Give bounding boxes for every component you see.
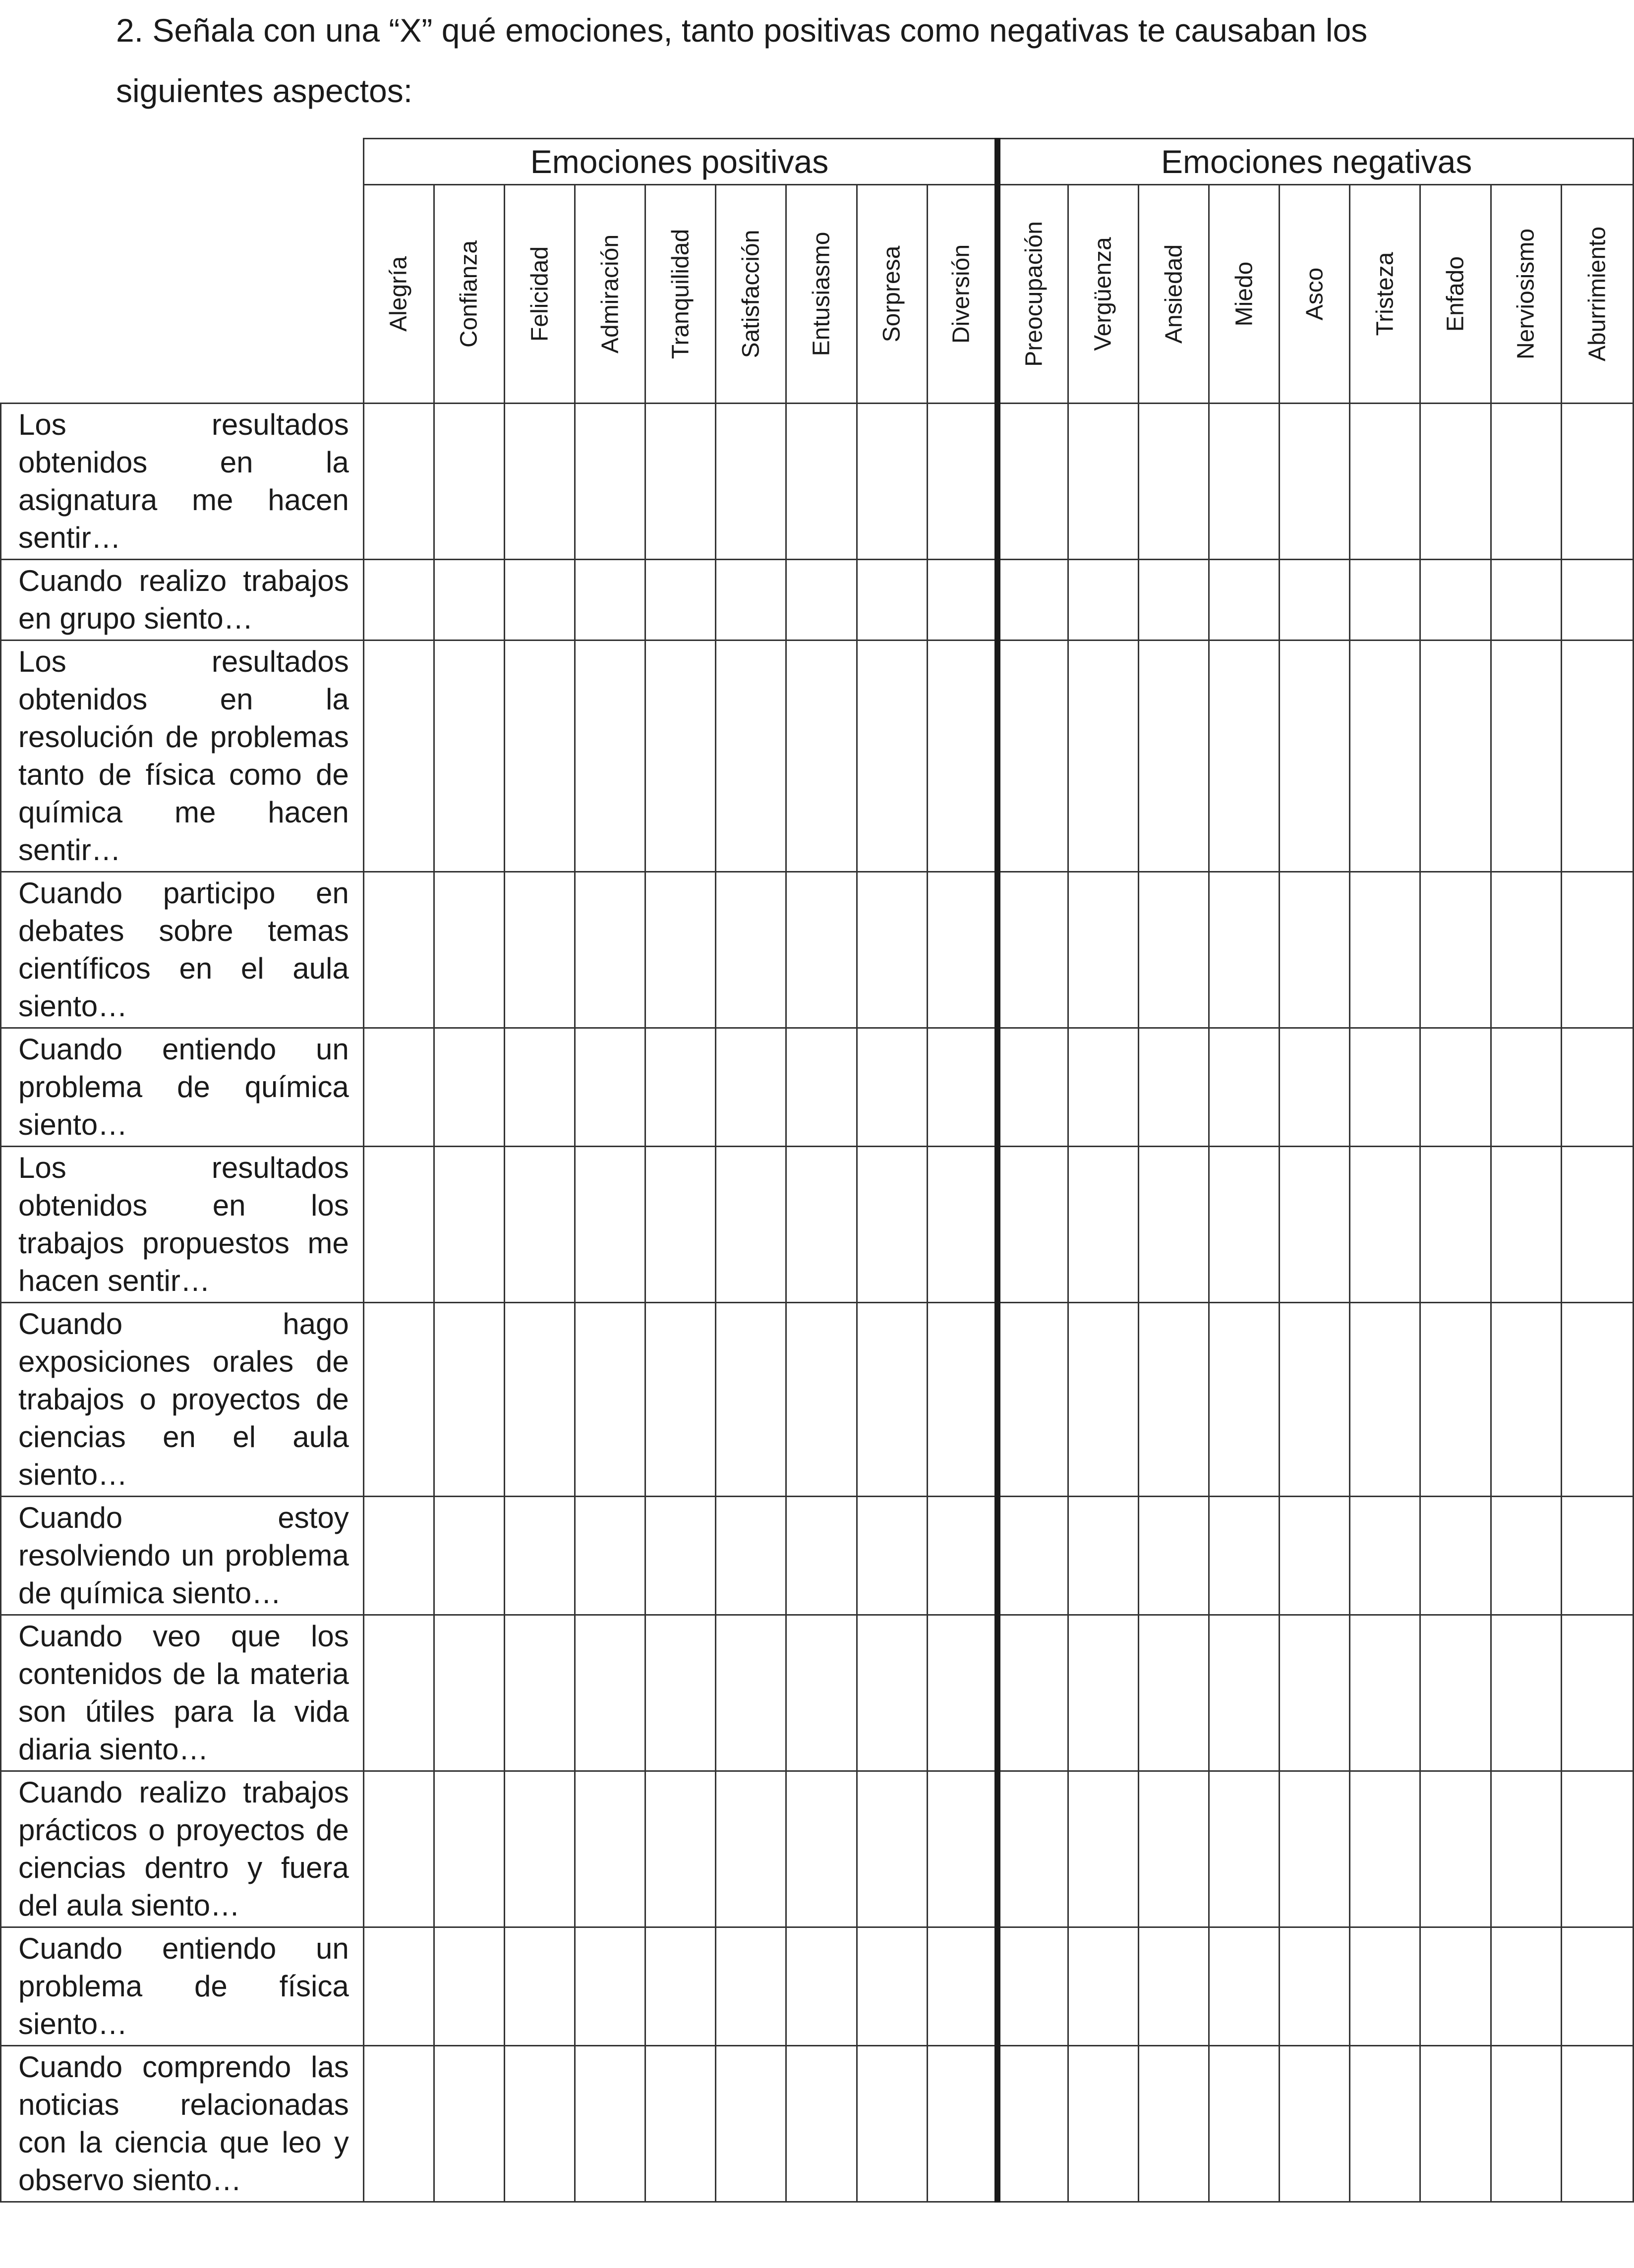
answer-cell[interactable] <box>575 1147 645 1303</box>
answer-cell[interactable] <box>1280 1927 1350 2046</box>
answer-cell[interactable] <box>1420 404 1491 560</box>
answer-cell[interactable] <box>1420 1028 1491 1147</box>
answer-cell[interactable] <box>1561 872 1633 1028</box>
table-row <box>1 1147 1634 1303</box>
instruction-line-1: 2. Señala con una “X” qué emociones, tanto positivas como negativas te causaban los <box>116 12 1368 49</box>
answer-cell[interactable] <box>1561 1303 1633 1497</box>
instruction-line-2: siguientes aspectos: <box>116 72 413 109</box>
answer-cell[interactable] <box>997 1303 1068 1497</box>
row-statement: Cuando entiendo un problema de física siento… <box>1 1927 364 2046</box>
emotion-label: Confianza <box>456 240 482 348</box>
answer-cell[interactable] <box>1280 560 1350 640</box>
answer-cell[interactable] <box>1280 1615 1350 1771</box>
answer-cell[interactable] <box>1068 1497 1138 1615</box>
emotion-header-preocupacion <box>997 185 1068 404</box>
emotion-label: Entusiasmo <box>808 232 835 356</box>
answer-cell[interactable] <box>1280 1303 1350 1497</box>
answer-cell[interactable] <box>1139 1497 1209 1615</box>
answer-cell[interactable] <box>504 2046 575 2202</box>
answer-cell[interactable] <box>857 1927 927 2046</box>
answer-cell[interactable] <box>1491 2046 1561 2202</box>
answer-cell[interactable] <box>927 1615 997 1771</box>
answer-cell[interactable] <box>1491 1771 1561 1927</box>
answer-cell[interactable] <box>857 560 927 640</box>
answer-cell[interactable] <box>1491 640 1561 872</box>
group-header-positive: Emociones positivas <box>363 139 997 185</box>
answer-cell[interactable] <box>1491 872 1561 1028</box>
answer-cell[interactable] <box>1420 640 1491 872</box>
answer-cell[interactable] <box>575 1497 645 1615</box>
emotion-header-tristeza <box>1350 185 1420 404</box>
answer-cell[interactable] <box>645 2046 716 2202</box>
answer-cell[interactable] <box>1491 1927 1561 2046</box>
answer-cell[interactable] <box>434 1615 504 1771</box>
answer-cell[interactable] <box>1350 872 1420 1028</box>
answer-cell[interactable] <box>716 1303 786 1497</box>
answer-cell[interactable] <box>997 1615 1068 1771</box>
table-row <box>1 2046 1634 2202</box>
answer-cell[interactable] <box>927 2046 997 2202</box>
answer-cell[interactable] <box>504 560 575 640</box>
answer-cell[interactable] <box>716 1028 786 1147</box>
answer-cell[interactable] <box>1280 1771 1350 1927</box>
answer-cell[interactable] <box>434 1771 504 1927</box>
answer-cell[interactable] <box>575 640 645 872</box>
answer-cell[interactable] <box>927 1028 997 1147</box>
table-row <box>1 872 1634 1028</box>
row-statement: Cuando realizo trabajos en grupo siento… <box>1 560 364 640</box>
answer-cell[interactable] <box>997 1927 1068 2046</box>
answer-cell[interactable] <box>786 1927 857 2046</box>
emotion-header-nerviosismo <box>1491 185 1561 404</box>
answer-cell[interactable] <box>1139 1028 1209 1147</box>
answer-cell[interactable] <box>434 1927 504 2046</box>
answer-cell[interactable] <box>997 640 1068 872</box>
answer-cell[interactable] <box>1491 560 1561 640</box>
emotion-label: Admiración <box>597 234 624 354</box>
answer-cell[interactable] <box>434 1497 504 1615</box>
row-statement: Cuando comprendo las noticias relacionadas con la ciencia que leo y observo siento… <box>1 2046 364 2202</box>
answer-cell[interactable] <box>575 1771 645 1927</box>
emotion-header-aburrimiento <box>1561 185 1633 404</box>
answer-cell[interactable] <box>997 1771 1068 1927</box>
answer-cell[interactable] <box>575 2046 645 2202</box>
answer-cell[interactable] <box>1209 1303 1280 1497</box>
answer-cell[interactable] <box>1420 1927 1491 2046</box>
answer-cell[interactable] <box>1139 1927 1209 2046</box>
answer-cell[interactable] <box>1209 640 1280 872</box>
answer-cell[interactable] <box>1561 1615 1633 1771</box>
table-corner <box>1 139 364 404</box>
answer-cell[interactable] <box>716 404 786 560</box>
answer-cell[interactable] <box>1350 560 1420 640</box>
answer-cell[interactable] <box>1491 1615 1561 1771</box>
answer-cell[interactable] <box>716 1771 786 1927</box>
answer-cell[interactable] <box>363 1497 434 1615</box>
answer-cell[interactable] <box>786 1771 857 1927</box>
emotion-label: Tristeza <box>1372 252 1399 336</box>
answer-cell[interactable] <box>1280 640 1350 872</box>
answer-cell[interactable] <box>363 404 434 560</box>
emotion-label: Preocupación <box>1021 221 1048 367</box>
answer-cell[interactable] <box>1280 872 1350 1028</box>
answer-cell[interactable] <box>434 1028 504 1147</box>
answer-cell[interactable] <box>857 1615 927 1771</box>
answer-cell[interactable] <box>575 872 645 1028</box>
answer-cell[interactable] <box>1139 640 1209 872</box>
answer-cell[interactable] <box>1209 560 1280 640</box>
answer-cell[interactable] <box>1139 1771 1209 1927</box>
answer-cell[interactable] <box>857 872 927 1028</box>
answer-cell[interactable] <box>1209 1147 1280 1303</box>
emotion-label: Vergüenza <box>1090 237 1116 351</box>
answer-cell[interactable] <box>1068 872 1138 1028</box>
answer-cell[interactable] <box>1420 1147 1491 1303</box>
answer-cell[interactable] <box>1350 1147 1420 1303</box>
table-row <box>1 1028 1634 1147</box>
table-row <box>1 1497 1634 1615</box>
answer-cell[interactable] <box>716 640 786 872</box>
answer-cell[interactable] <box>1420 1615 1491 1771</box>
row-statement: Los resultados obtenidos en la asignatura me hacen sentir… <box>1 404 364 560</box>
answer-cell[interactable] <box>857 1497 927 1615</box>
emotion-header-confianza <box>434 185 504 404</box>
row-statement: Los resultados obtenidos en la resolución de problemas tanto de física como de química me hacen sentir… <box>1 640 364 872</box>
answer-cell[interactable] <box>575 404 645 560</box>
answer-cell[interactable] <box>716 872 786 1028</box>
emotion-header-miedo <box>1209 185 1280 404</box>
answer-cell[interactable] <box>927 1303 997 1497</box>
answer-cell[interactable] <box>575 560 645 640</box>
answer-cell[interactable] <box>1491 1303 1561 1497</box>
answer-cell[interactable] <box>997 1147 1068 1303</box>
answer-cell[interactable] <box>1350 1303 1420 1497</box>
answer-cell[interactable] <box>857 1303 927 1497</box>
answer-cell[interactable] <box>1350 1497 1420 1615</box>
answer-cell[interactable] <box>857 404 927 560</box>
answer-cell[interactable] <box>1068 640 1138 872</box>
answer-cell[interactable] <box>1068 1147 1138 1303</box>
row-statement: Cuando hago exposiciones orales de trabajos o proyectos de ciencias en el aula siento… <box>1 1303 364 1497</box>
emotion-label: Nerviosismo <box>1513 228 1539 360</box>
answer-cell[interactable] <box>1068 1615 1138 1771</box>
answer-cell[interactable] <box>716 560 786 640</box>
answer-cell[interactable] <box>716 1497 786 1615</box>
answer-cell[interactable] <box>1139 872 1209 1028</box>
answer-cell[interactable] <box>645 1303 716 1497</box>
answer-cell[interactable] <box>1561 1497 1633 1615</box>
answer-cell[interactable] <box>786 1497 857 1615</box>
answer-cell[interactable] <box>1420 872 1491 1028</box>
answer-cell[interactable] <box>1350 1927 1420 2046</box>
answer-cell[interactable] <box>997 404 1068 560</box>
table-row <box>1 1771 1634 1927</box>
answer-cell[interactable] <box>1068 560 1138 640</box>
answer-cell[interactable] <box>716 2046 786 2202</box>
answer-cell[interactable] <box>504 1615 575 1771</box>
answer-cell[interactable] <box>363 1147 434 1303</box>
answer-cell[interactable] <box>786 560 857 640</box>
answer-cell[interactable] <box>434 2046 504 2202</box>
emotion-header-alegria <box>363 185 434 404</box>
survey-body <box>1 404 1634 2202</box>
answer-cell[interactable] <box>434 640 504 872</box>
answer-cell[interactable] <box>1561 1028 1633 1147</box>
emotions-survey-table <box>0 138 1634 2203</box>
answer-cell[interactable] <box>927 1497 997 1615</box>
answer-cell[interactable] <box>363 872 434 1028</box>
emotion-header-admiracion <box>575 185 645 404</box>
emotion-label: Alegría <box>385 256 412 332</box>
answer-cell[interactable] <box>645 1771 716 1927</box>
answer-cell[interactable] <box>927 404 997 560</box>
answer-cell[interactable] <box>363 1615 434 1771</box>
answer-cell[interactable] <box>1209 404 1280 560</box>
answer-cell[interactable] <box>1209 2046 1280 2202</box>
emotion-label: Sorpresa <box>878 245 905 343</box>
emotion-header-diversion <box>927 185 997 404</box>
table-row <box>1 560 1634 640</box>
answer-cell[interactable] <box>1068 1927 1138 2046</box>
row-statement: Cuando veo que los contenidos de la materia son útiles para la vida diaria siento… <box>1 1615 364 1771</box>
answer-cell[interactable] <box>1139 404 1209 560</box>
row-statement: Cuando entiendo un problema de química siento… <box>1 1028 364 1147</box>
answer-cell[interactable] <box>645 1497 716 1615</box>
emotion-header-ansiedad <box>1139 185 1209 404</box>
table-row <box>1 1927 1634 2046</box>
answer-cell[interactable] <box>1068 1028 1138 1147</box>
answer-cell[interactable] <box>645 404 716 560</box>
emotion-header-asco <box>1280 185 1350 404</box>
answer-cell[interactable] <box>575 1303 645 1497</box>
emotion-header-sorpresa <box>857 185 927 404</box>
emotion-label: Ansiedad <box>1161 244 1187 344</box>
answer-cell[interactable] <box>1350 640 1420 872</box>
answer-cell[interactable] <box>645 1615 716 1771</box>
answer-cell[interactable] <box>1561 2046 1633 2202</box>
answer-cell[interactable] <box>1139 1303 1209 1497</box>
answer-cell[interactable] <box>504 1147 575 1303</box>
answer-cell[interactable] <box>434 1303 504 1497</box>
answer-cell[interactable] <box>1068 404 1138 560</box>
answer-cell[interactable] <box>716 1927 786 2046</box>
answer-cell[interactable] <box>1280 2046 1350 2202</box>
answer-cell[interactable] <box>504 1771 575 1927</box>
answer-cell[interactable] <box>1350 2046 1420 2202</box>
answer-cell[interactable] <box>645 1927 716 2046</box>
answer-cell[interactable] <box>363 1927 434 2046</box>
answer-cell[interactable] <box>504 1028 575 1147</box>
answer-cell[interactable] <box>1350 404 1420 560</box>
answer-cell[interactable] <box>645 1147 716 1303</box>
emotion-header-entusiasmo <box>786 185 857 404</box>
answer-cell[interactable] <box>1280 404 1350 560</box>
answer-cell[interactable] <box>927 560 997 640</box>
row-statement: Los resultados obtenidos en los trabajos propuestos me hacen sentir… <box>1 1147 364 1303</box>
instruction-text <box>116 0 1603 121</box>
answer-cell[interactable] <box>1139 1147 1209 1303</box>
answer-cell[interactable] <box>575 1927 645 2046</box>
answer-cell[interactable] <box>1280 1147 1350 1303</box>
answer-cell[interactable] <box>363 2046 434 2202</box>
answer-cell[interactable] <box>645 640 716 872</box>
emotion-label: Diversión <box>948 244 975 344</box>
emotion-label: Miedo <box>1231 261 1258 327</box>
answer-cell[interactable] <box>716 1615 786 1771</box>
row-statement: Cuando participo en debates sobre temas científicos en el aula siento… <box>1 872 364 1028</box>
emotion-label: Enfado <box>1442 256 1469 332</box>
answer-cell[interactable] <box>997 1497 1068 1615</box>
answer-cell[interactable] <box>645 560 716 640</box>
answer-cell[interactable] <box>927 872 997 1028</box>
answer-cell[interactable] <box>997 2046 1068 2202</box>
answer-cell[interactable] <box>363 1303 434 1497</box>
answer-cell[interactable] <box>857 640 927 872</box>
answer-cell[interactable] <box>1068 2046 1138 2202</box>
answer-cell[interactable] <box>1491 1147 1561 1303</box>
answer-cell[interactable] <box>575 1028 645 1147</box>
answer-cell[interactable] <box>857 1028 927 1147</box>
answer-cell[interactable] <box>504 872 575 1028</box>
emotion-header-tranquilidad <box>645 185 716 404</box>
answer-cell[interactable] <box>786 640 857 872</box>
answer-cell[interactable] <box>857 1771 927 1927</box>
answer-cell[interactable] <box>927 1147 997 1303</box>
row-statement: Cuando realizo trabajos prácticos o proyectos de ciencias dentro y fuera del aula siento… <box>1 1771 364 1927</box>
answer-cell[interactable] <box>363 560 434 640</box>
answer-cell[interactable] <box>575 1615 645 1771</box>
answer-cell[interactable] <box>927 1771 997 1927</box>
answer-cell[interactable] <box>1561 1771 1633 1927</box>
table-row <box>1 1615 1634 1771</box>
answer-cell[interactable] <box>434 872 504 1028</box>
answer-cell[interactable] <box>716 1147 786 1303</box>
answer-cell[interactable] <box>504 640 575 872</box>
answer-cell[interactable] <box>363 1028 434 1147</box>
answer-cell[interactable] <box>1420 1497 1491 1615</box>
answer-cell[interactable] <box>786 1028 857 1147</box>
answer-cell[interactable] <box>1350 1028 1420 1147</box>
answer-cell[interactable] <box>504 1303 575 1497</box>
answer-cell[interactable] <box>504 404 575 560</box>
emotion-header-enfado <box>1420 185 1491 404</box>
answer-cell[interactable] <box>1068 1771 1138 1927</box>
answer-cell[interactable] <box>786 872 857 1028</box>
answer-cell[interactable] <box>1209 872 1280 1028</box>
answer-cell[interactable] <box>1139 560 1209 640</box>
answer-cell[interactable] <box>434 560 504 640</box>
answer-cell[interactable] <box>1491 1497 1561 1615</box>
emotion-header-verguenza <box>1068 185 1138 404</box>
answer-cell[interactable] <box>1209 1615 1280 1771</box>
group-header-negative: Emociones negativas <box>997 139 1633 185</box>
answer-cell[interactable] <box>1068 1303 1138 1497</box>
answer-cell[interactable] <box>1491 1028 1561 1147</box>
answer-cell[interactable] <box>997 560 1068 640</box>
answer-cell[interactable] <box>997 1028 1068 1147</box>
answer-cell[interactable] <box>1420 2046 1491 2202</box>
answer-cell[interactable] <box>1561 1147 1633 1303</box>
emotion-label: Aburrimiento <box>1584 226 1611 362</box>
answer-cell[interactable] <box>645 1028 716 1147</box>
answer-cell[interactable] <box>927 640 997 872</box>
row-statement: Cuando estoy resolviendo un problema de química siento… <box>1 1497 364 1615</box>
answer-cell[interactable] <box>927 1927 997 2046</box>
answer-cell[interactable] <box>857 1147 927 1303</box>
answer-cell[interactable] <box>786 1147 857 1303</box>
emotion-label: Tranquilidad <box>667 229 694 359</box>
emotion-label: Satisfacción <box>738 230 764 358</box>
answer-cell[interactable] <box>434 404 504 560</box>
answer-cell[interactable] <box>1139 1615 1209 1771</box>
answer-cell[interactable] <box>997 872 1068 1028</box>
answer-cell[interactable] <box>434 1147 504 1303</box>
answer-cell[interactable] <box>1561 404 1633 560</box>
answer-cell[interactable] <box>1420 1303 1491 1497</box>
answer-cell[interactable] <box>1350 1771 1420 1927</box>
answer-cell[interactable] <box>1420 1771 1491 1927</box>
answer-cell[interactable] <box>504 1927 575 2046</box>
table-row <box>1 1303 1634 1497</box>
answer-cell[interactable] <box>1280 1028 1350 1147</box>
answer-cell[interactable] <box>1209 1771 1280 1927</box>
emotion-label: Felicidad <box>526 246 553 342</box>
emotion-header-satisfaccion <box>716 185 786 404</box>
answer-cell[interactable] <box>786 1303 857 1497</box>
answer-cell[interactable] <box>1350 1615 1420 1771</box>
answer-cell[interactable] <box>645 872 716 1028</box>
answer-cell[interactable] <box>1139 2046 1209 2202</box>
answer-cell[interactable] <box>1561 560 1633 640</box>
answer-cell[interactable] <box>1209 1927 1280 2046</box>
table-row <box>1 404 1634 560</box>
answer-cell[interactable] <box>363 1771 434 1927</box>
answer-cell[interactable] <box>1209 1028 1280 1147</box>
answer-cell[interactable] <box>363 640 434 872</box>
answer-cell[interactable] <box>1561 1927 1633 2046</box>
answer-cell[interactable] <box>1561 640 1633 872</box>
answer-cell[interactable] <box>786 404 857 560</box>
answer-cell[interactable] <box>1280 1497 1350 1615</box>
answer-cell[interactable] <box>786 1615 857 1771</box>
answer-cell[interactable] <box>1209 1497 1280 1615</box>
emotion-label: Asco <box>1301 267 1328 321</box>
answer-cell[interactable] <box>504 1497 575 1615</box>
answer-cell[interactable] <box>857 2046 927 2202</box>
answer-cell[interactable] <box>1491 404 1561 560</box>
emotion-header-felicidad <box>504 185 575 404</box>
table-row <box>1 640 1634 872</box>
answer-cell[interactable] <box>1420 560 1491 640</box>
answer-cell[interactable] <box>786 2046 857 2202</box>
